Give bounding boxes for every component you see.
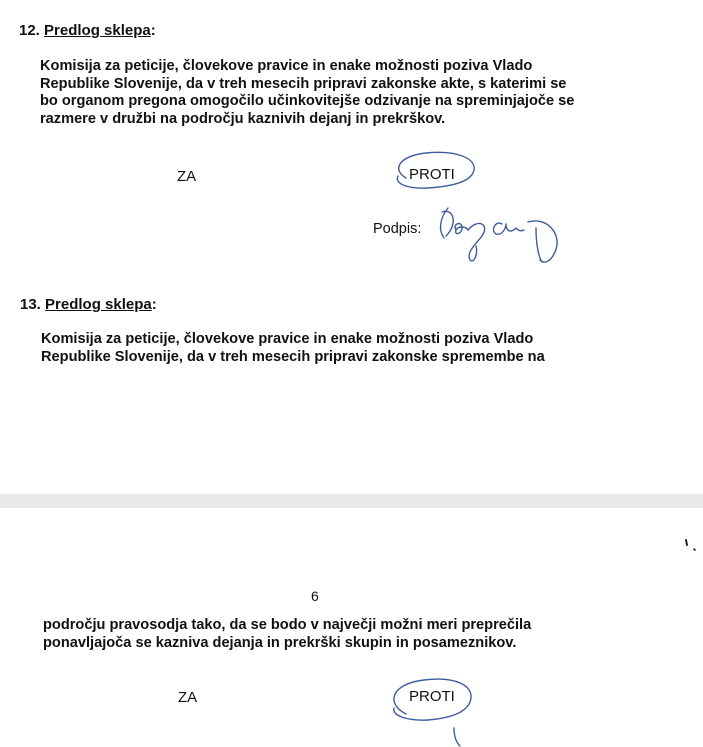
section-12-number: 12.	[19, 22, 40, 39]
section-12-line: Republike Slovenije, da v treh mesecih pripravi zakonske akte, s katerimi se	[40, 75, 567, 92]
signature-label: Podpis:	[373, 221, 422, 237]
vote-circle-mark-13	[384, 674, 480, 747]
section-13-paragraph	[41, 331, 609, 366]
vote-against-label-12: PROTI	[409, 166, 455, 183]
vote-for-label-12: ZA	[177, 168, 197, 185]
ink-speck	[683, 537, 699, 553]
page-number: 6	[311, 588, 319, 604]
handwritten-signature	[432, 200, 562, 270]
section-13-line: Republike Slovenije, da v treh mesecih pripravi zakonske spremembe na	[41, 348, 545, 365]
section-12-heading: 12. Predlog sklepa:	[19, 22, 156, 39]
vote-for-label-13: ZA	[178, 689, 198, 706]
section-12-line: Komisija za peticije, človekove pravice in enake možnosti poziva Vlado	[40, 58, 533, 74]
section-13-number: 13.	[20, 296, 41, 313]
section-12-paragraph	[40, 58, 608, 128]
section-13-heading: 13. Predlog sklepa:	[20, 296, 157, 313]
section-13-line: Komisija za peticije, človekove pravice in enake možnosti poziva Vlado	[41, 331, 534, 347]
section-12-line: bo organom pregona omogočilo učinkovitejše odzivanje na spreminjajoče se	[40, 93, 575, 109]
page-break-divider	[0, 494, 703, 508]
vote-circle-mark-12	[388, 148, 480, 194]
continuation-paragraph	[43, 617, 609, 652]
continuation-line: ponavljajoča se kazniva dejanja in prekrški skupin in posameznikov.	[43, 634, 517, 651]
continuation-line: področju pravosodja tako, da se bodo v največji možni meri preprečila	[43, 617, 532, 633]
section-13-label: Predlog sklepa	[45, 296, 152, 313]
vote-against-label-13: PROTI	[409, 688, 455, 705]
section-12-label: Predlog sklepa	[44, 22, 151, 39]
section-12-line: razmere v družbi na področju kaznivih dejanj in prekrškov.	[40, 110, 446, 127]
